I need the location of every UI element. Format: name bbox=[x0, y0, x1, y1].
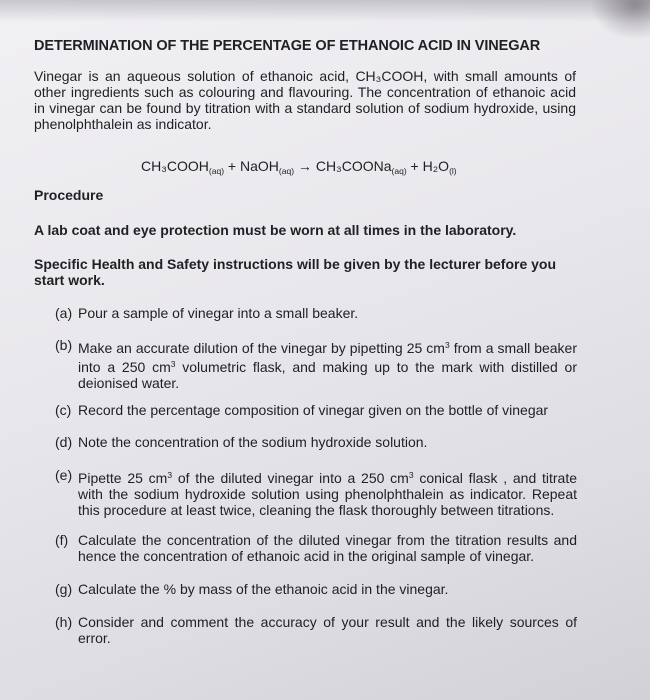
product-water: H₂O bbox=[422, 158, 450, 174]
procedure-step-b bbox=[55, 337, 577, 391]
plus-sign: + bbox=[406, 158, 423, 174]
step-label: (b) bbox=[55, 337, 73, 353]
step-label: (e) bbox=[55, 467, 73, 483]
safety-notice-lab-coat: A lab coat and eye protection must be worn at all times in the laboratory. bbox=[34, 222, 517, 238]
step-text bbox=[78, 337, 577, 391]
step-text: Calculate the concentration of the diluted vinegar from the titration results and hence the concentration of ethanoic acid in the original sample of vinegar. bbox=[78, 532, 577, 564]
corner-shadow bbox=[590, 0, 650, 40]
state-symbol: (l) bbox=[449, 166, 457, 176]
top-shadow bbox=[0, 0, 650, 22]
chemical-equation bbox=[141, 158, 561, 176]
reactant-ethanoic-acid: CH₃COOH bbox=[141, 158, 209, 174]
step-text: Calculate the % by mass of the ethanoic acid in the vinegar. bbox=[78, 581, 449, 597]
reaction-arrow: → bbox=[294, 158, 316, 174]
step-text-part: conical flask , and titrate with the sodium hydroxide solution using phenolphthalein as indicator. Repeat this procedure at least twice, cleaning the flask thoroughly between titrations. bbox=[78, 470, 577, 518]
step-label: (f) bbox=[55, 532, 69, 548]
step-text-part: from a small beaker into a 250 cm bbox=[78, 340, 577, 375]
step-text: Note the concentration of the sodium hydroxide solution. bbox=[78, 434, 428, 450]
step-text-part: of the diluted vinegar into a 250 cm bbox=[172, 470, 409, 486]
superscript: 3 bbox=[444, 340, 450, 350]
state-symbol: (aq) bbox=[278, 166, 295, 176]
document-title: DETERMINATION OF THE PERCENTAGE OF ETHANOIC ACID IN VINEGAR bbox=[34, 38, 541, 54]
procedure-step-c bbox=[55, 402, 577, 418]
step-label: (h) bbox=[55, 614, 73, 630]
step-text: Consider and comment the accuracy of your result and the likely sources of error. bbox=[78, 614, 577, 646]
state-symbol: (aq) bbox=[208, 166, 225, 176]
plus-sign: + bbox=[224, 158, 241, 174]
procedure-step-d bbox=[55, 434, 577, 450]
procedure-step-g bbox=[55, 581, 577, 597]
step-text: Record the percentage composition of vinegar given on the bottle of vinegar bbox=[78, 402, 549, 418]
superscript: 3 bbox=[408, 470, 414, 480]
product-sodium-ethanoate: CH₃COONa bbox=[315, 158, 392, 174]
step-text-part: Make an accurate dilution of the vinegar by pipetting 25 cm bbox=[78, 340, 445, 356]
step-text-part: Pipette 25 cm bbox=[78, 470, 168, 486]
step-label: (a) bbox=[55, 305, 73, 321]
state-symbol: (aq) bbox=[391, 166, 407, 176]
intro-paragraph: Vinegar is an aqueous solution of ethanoic acid, CH₃COOH, with small amounts of other ingredients such as colouring and flavouring. The concentration of ethanoic acid in vinegar can be found by titration with a standard solution of sodium hydroxide, using phenolphthalein as indicator. bbox=[34, 68, 576, 132]
step-text bbox=[78, 467, 577, 518]
reactant-sodium-hydroxide: NaOH bbox=[240, 158, 279, 174]
step-text-part: volumetric flask, and making up to the mark with distilled or deionised water. bbox=[78, 359, 577, 391]
procedure-heading: Procedure bbox=[34, 187, 104, 203]
step-label: (c) bbox=[55, 402, 72, 418]
step-label: (d) bbox=[55, 434, 73, 450]
procedure-step-h bbox=[55, 614, 577, 646]
step-text: Pour a sample of vinegar into a small beaker. bbox=[78, 305, 359, 321]
procedure-step-e bbox=[55, 467, 577, 518]
procedure-step-a bbox=[55, 305, 577, 321]
procedure-step-f bbox=[55, 532, 577, 564]
superscript: 3 bbox=[167, 470, 173, 480]
safety-notice-instructions: Specific Health and Safety instructions will be given by the lecturer before you start work. bbox=[34, 256, 557, 288]
superscript: 3 bbox=[170, 359, 176, 369]
step-label: (g) bbox=[55, 581, 73, 597]
